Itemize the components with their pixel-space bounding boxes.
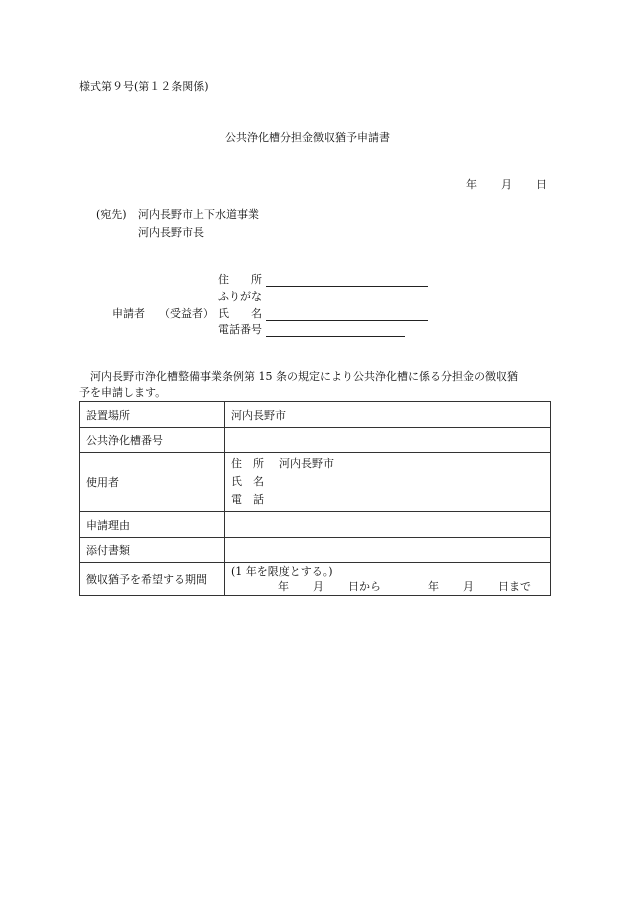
period-to-month: 月 bbox=[463, 580, 474, 593]
period-from-day: 日から bbox=[348, 580, 381, 593]
attachments-label: 添付書類 bbox=[80, 538, 225, 563]
location-label: 設置場所 bbox=[80, 402, 225, 428]
period-to-year: 年 bbox=[428, 580, 439, 593]
period-label: 徴収猶予を希望する期間 bbox=[80, 563, 225, 596]
table-row-period bbox=[80, 563, 551, 596]
reason-label: 申請理由 bbox=[80, 512, 225, 538]
addressee-label: (宛先) bbox=[96, 208, 127, 221]
form-number: 様式第９号(第１２条関係) bbox=[79, 80, 209, 93]
period-note: (1 年を限度とする。) bbox=[231, 565, 333, 578]
user-address-line[interactable] bbox=[231, 455, 544, 473]
user-phone-line[interactable] bbox=[231, 491, 544, 509]
user-address-label: 住 所 bbox=[231, 457, 264, 470]
table-row-location bbox=[80, 402, 551, 428]
document-title: 公共浄化槽分担金徴収猶予申請書 bbox=[225, 131, 390, 144]
period-from-year: 年 bbox=[278, 580, 289, 593]
applicant-phone-row bbox=[218, 323, 405, 337]
applicant-address-label: 住 所 bbox=[218, 273, 262, 286]
period-value[interactable] bbox=[225, 563, 551, 596]
reason-value[interactable] bbox=[225, 512, 551, 538]
table-row-user bbox=[80, 453, 551, 512]
applicant-address-row bbox=[218, 273, 428, 287]
body-text-line1: 河内長野市浄化槽整備事業条例第 15 条の規定により公共浄化槽に係る分担金の徴収猶 bbox=[90, 370, 518, 383]
applicant-phone-field[interactable] bbox=[266, 325, 405, 337]
date-day-label: 日 bbox=[536, 178, 547, 191]
period-from-month: 月 bbox=[313, 580, 324, 593]
user-details bbox=[225, 453, 551, 512]
applicant-name-field[interactable] bbox=[266, 309, 428, 321]
addressee-line1: 河内長野市上下水道事業 bbox=[138, 208, 259, 221]
application-table bbox=[79, 401, 551, 596]
period-to-day: 日まで bbox=[498, 580, 531, 593]
applicant-name-label: 氏 名 bbox=[218, 307, 262, 320]
user-label: 使用者 bbox=[80, 453, 225, 512]
location-value[interactable]: 河内長野市 bbox=[225, 402, 551, 428]
body-text-line2: 予を申請します。 bbox=[79, 386, 167, 399]
table-row-reason bbox=[80, 512, 551, 538]
user-name-label: 氏 名 bbox=[231, 475, 264, 488]
applicant-furigana-label: ふりがな bbox=[218, 290, 262, 303]
applicant-main-label: 申請者 bbox=[112, 307, 145, 320]
user-name-line[interactable] bbox=[231, 473, 544, 491]
applicant-label bbox=[112, 307, 214, 321]
applicant-address-field[interactable] bbox=[266, 275, 428, 287]
table-row-tank-number bbox=[80, 428, 551, 453]
tank-number-value[interactable] bbox=[225, 428, 551, 453]
user-phone-label: 電 話 bbox=[231, 493, 264, 506]
tank-number-label: 公共浄化槽番号 bbox=[80, 428, 225, 453]
user-address-value: 河内長野市 bbox=[279, 457, 334, 470]
addressee-line2: 河内長野市長 bbox=[138, 226, 204, 239]
table-row-attachments bbox=[80, 538, 551, 563]
applicant-name-row bbox=[218, 307, 428, 321]
applicant-phone-label: 電話番号 bbox=[218, 323, 262, 336]
attachments-value[interactable] bbox=[225, 538, 551, 563]
date-year-label: 年 bbox=[466, 178, 477, 191]
applicant-sub-label: （受益者） bbox=[159, 307, 214, 320]
date-month-label: 月 bbox=[501, 178, 512, 191]
